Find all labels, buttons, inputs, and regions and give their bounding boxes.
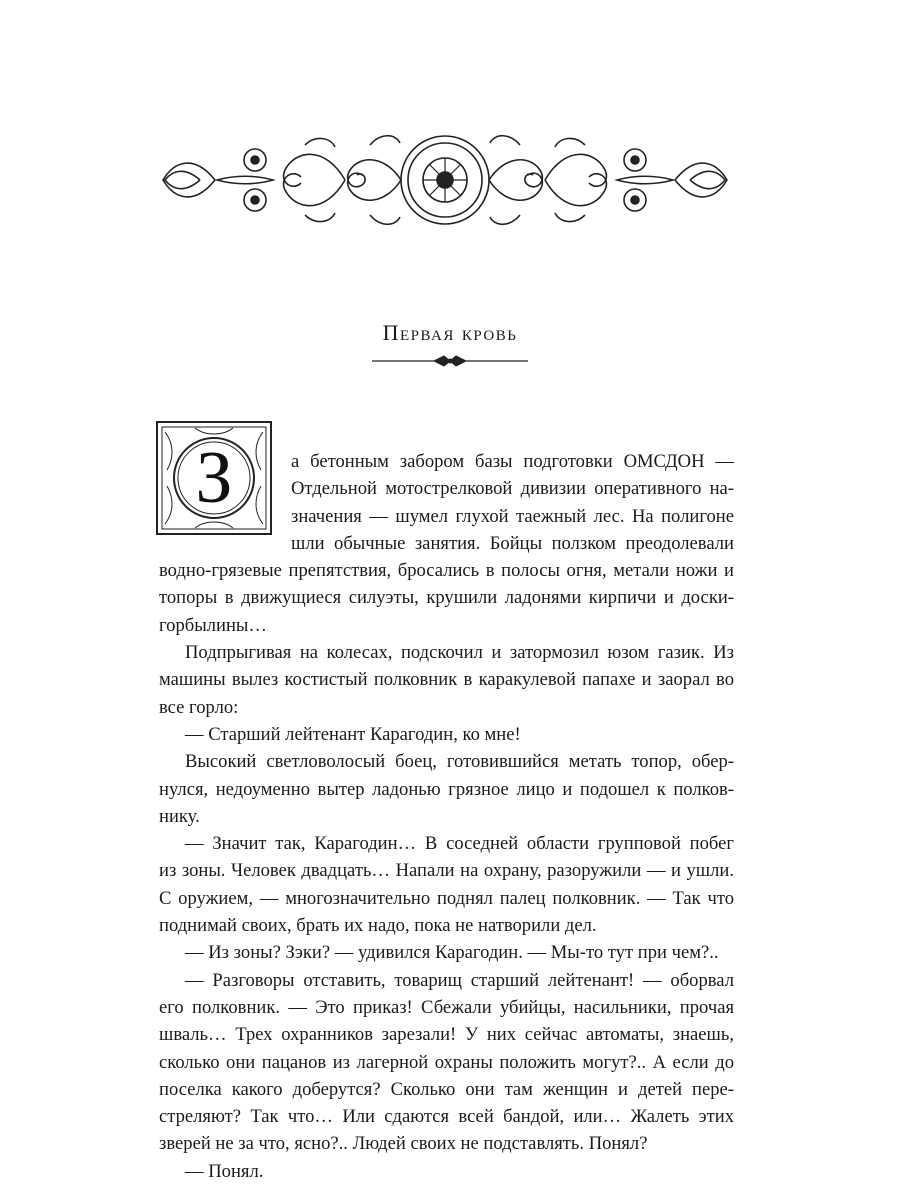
text-line: — Старший лейтенант Карагодин, ко мне!: [185, 723, 521, 745]
text-line: нику.: [159, 805, 200, 827]
text-line: топоры в движущиеся силуэты, крушили ладонями кирпичи и доски-: [159, 587, 734, 609]
text-line: горбылины…: [159, 614, 267, 636]
text-line: — Значит так, Карагодин… В соседней области групповой побег: [185, 833, 734, 855]
text-line: Высокий светловолосый боец, готовившийся метать топор, обер-: [185, 751, 734, 773]
header-ornament: [155, 125, 735, 235]
text-line: машины вылез костистый полковник в каракулевой папахе и заорал во: [159, 669, 734, 691]
text-line: его полковник. — Это приказ! Сбежали убийцы, насильники, прочая: [159, 996, 734, 1018]
text-line: водно-грязевые препятствия, бросались в полосы огня, метали ножи и: [159, 560, 734, 582]
text-line: — Разговоры отставить, товарищ старший лейтенант! — оборвал: [185, 969, 734, 991]
text-line: поднимай своих, брать их надо, пока не натворили дел.: [159, 915, 597, 937]
text-line: шваль… Трех охранников зарезали! У них сейчас автоматы, знаешь,: [159, 1024, 734, 1046]
text-line: шли обычные занятия. Бойцы ползком преодолевали: [291, 532, 734, 554]
text-line: сколько они пацанов из лагерной охраны положить могут?.. А если до: [159, 1051, 734, 1073]
text-line: — Из зоны? Зэки? — удивился Карагодин. — Мы-то тут при чем?..: [185, 942, 719, 964]
text-line: стреляют? Так что… Или сдаются всей бандой, или… Жалеть этих: [159, 1106, 734, 1128]
text-line: а бетонным забором базы подготовки ОМСДОН —: [291, 451, 734, 472]
text-line: — Понял.: [185, 1160, 264, 1182]
text-line: С оружием, — многозначительно поднял палец полковник. — Так что: [159, 887, 734, 909]
text-line: из зоны. Человек двадцать… Напали на охрану, разоружили — и ушли.: [159, 860, 734, 882]
body-text: [159, 448, 734, 1185]
text-line: Подпрыгивая на колесах, подскочил и затормозил юзом газик. Из: [185, 642, 734, 664]
title-flourish: [372, 354, 528, 368]
text-line: нулся, недоуменно вытер ладонью грязное лицо и подошел к полков-: [159, 778, 734, 800]
text-line: все горло:: [159, 696, 239, 718]
text-line: зверей не за что, ясно?.. Людей своих не подставлять. Понял?: [159, 1133, 648, 1155]
text-line: значения — шумел глухой таежный лес. На полигоне: [291, 505, 734, 527]
dropcap-letter: З: [195, 436, 233, 519]
chapter-title: Первая кровь: [382, 320, 518, 345]
text-line: поселка какого доберутся? Сколько они там женщин и детей пере-: [159, 1078, 734, 1100]
text-line: Отдельной мотострелковой дивизии оперативного на-: [291, 478, 734, 500]
